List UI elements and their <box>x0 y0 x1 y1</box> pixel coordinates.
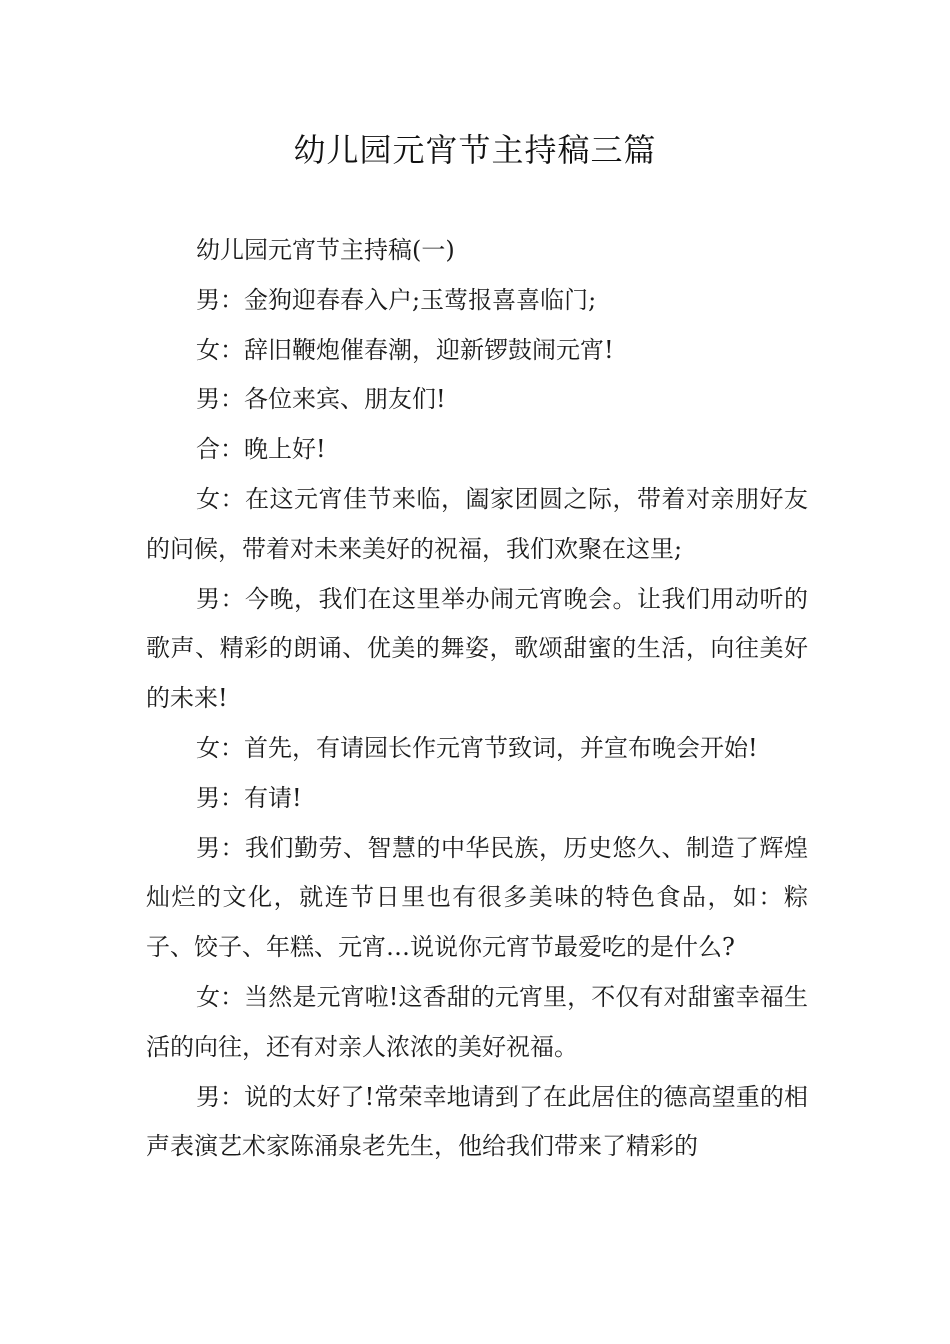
paragraph: 男：今晚，我们在这里举办闹元宵晚会。让我们用动听的歌声、精彩的朗诵、优美的舞姿，歌颂甜蜜的生活，向往美好的未来! <box>146 584 808 713</box>
paragraph: 男：金狗迎春春入户;玉莺报喜喜临门; <box>196 285 597 314</box>
paragraph: 女：当然是元宵啦!这香甜的元宵里，不仅有对甜蜜幸福生活的向往，还有对亲人浓浓的美好祝福。 <box>146 982 808 1061</box>
paragraph: 合：晚上好! <box>196 435 326 464</box>
paragraph: 男：说的太好了!常荣幸地请到了在此居住的德高望重的相声表演艺术家陈涌泉老先生，他给我们带来了精彩的 <box>146 1082 808 1161</box>
paragraph-heading: 幼儿园元宵节主持稿(一) <box>196 236 455 264</box>
paragraph: 男：各位来宾、朋友们! <box>196 385 446 414</box>
paragraph: 男：我们勤劳、智慧的中华民族，历史悠久、制造了辉煌灿烂的文化，就连节日里也有很多美味的特色食品，如：粽子、饺子、年糕、元宵…说说你元宵节最爱吃的是什么? <box>146 833 808 962</box>
document-body <box>146 226 808 1172</box>
paragraph: 男：有请! <box>196 783 302 812</box>
paragraph: 女：在这元宵佳节来临，阖家团圆之际，带着对亲朋好友的问候，带着对未来美好的祝福，我们欢聚在这里; <box>146 484 808 563</box>
document-title: 幼儿园元宵节主持稿三篇 <box>293 131 657 169</box>
paragraph: 女：辞旧鞭炮催春潮，迎新锣鼓闹元宵! <box>196 335 614 364</box>
paragraph: 女：首先，有请园长作元宵节致词，并宣布晚会开始! <box>196 733 758 762</box>
